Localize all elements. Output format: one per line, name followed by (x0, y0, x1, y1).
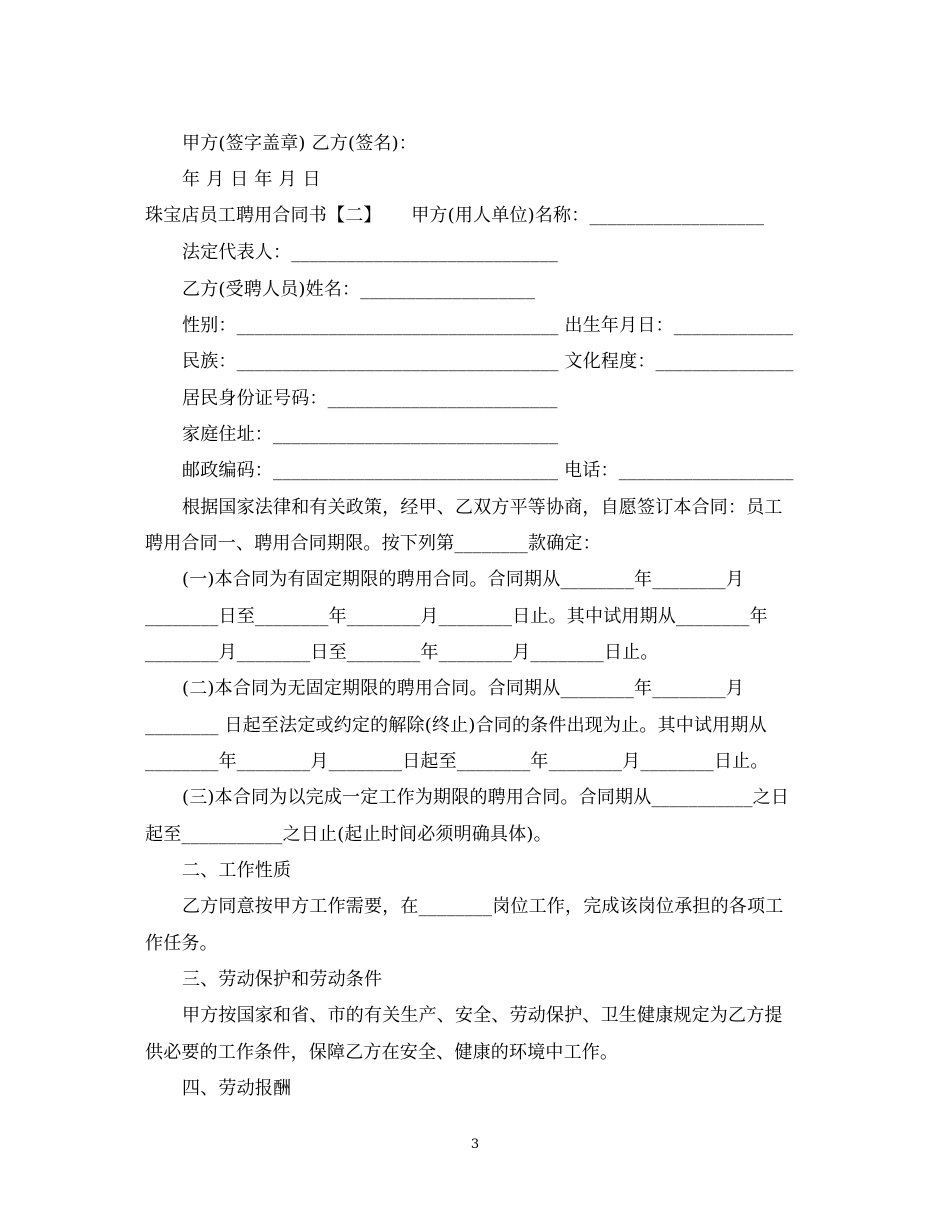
ethnicity-education-line: 民族：___________________________________ 文化程度：_______________ (182, 351, 794, 372)
home-address-line: 家庭住址：_______________________________ (182, 424, 559, 445)
paragraph-line: 乙方同意按甲方工作需要，在________岗位工作，完成该岗位承担的各项工 (182, 896, 784, 917)
clause-3-line: 起至___________之日止(起止时间必须明确具体)。 (145, 824, 552, 845)
paragraph-line: 作任务。 (145, 933, 218, 954)
signature-line: 甲方(签字盖章) 乙方(签名)： (182, 133, 418, 154)
clause-1-line: (一)本合同为有固定期限的聘用合同。合同期从________年________月 (182, 569, 745, 590)
section-heading: 四、劳动报酬 (182, 1078, 292, 1099)
paragraph-line: 甲方按国家和省、市的有关生产、安全、劳动保护、卫生健康规定为乙方提 (182, 1005, 783, 1026)
postcode-phone-line: 邮政编码：_______________________________ 电话：___________________ (182, 460, 794, 481)
clause-3-line: (三)本合同为以完成一定工作为期限的聘用合同。合同期从___________之日 (182, 787, 790, 808)
section-heading: 三、劳动保护和劳动条件 (182, 969, 383, 990)
paragraph-line: 供必要的工作条件，保障乙方在安全、健康的环境中工作。 (145, 1042, 619, 1063)
section-heading: 二、工作性质 (182, 860, 292, 881)
clause-1-line: ________日至________年________月________日止。其中试用期从________年 (145, 606, 768, 627)
gender-birthdate-line: 性别：___________________________________ 出生年月日：_____________ (182, 315, 794, 336)
clause-1-line: ________月________日至________年________月________日止。 (145, 642, 659, 663)
paragraph-line: 聘用合同一、聘用合同期限。按下列第________款确定： (145, 533, 601, 554)
id-number-line: 居民身份证号码：_________________________ (182, 388, 558, 409)
page-number: 3 (470, 1137, 480, 1152)
legal-representative-line: 法定代表人：_____________________________ (182, 242, 558, 263)
clause-2-line: (二)本合同为无固定期限的聘用合同。合同期从________年________月 (182, 678, 745, 699)
clause-2-line: ________年________月________日起至________年________月________日止。 (145, 751, 769, 772)
date-line: 年 月 日 年 月 日 (182, 169, 321, 190)
paragraph-line: 根据国家法律和有关政策，经甲、乙双方平等协商，自愿签订本合同：员工 (182, 497, 783, 518)
clause-2-line: ________ 日起至法定或约定的解除(终止)合同的条件出现为止。其中试用期从 (145, 715, 767, 736)
employee-name-line: 乙方(受聘人员)姓名：___________________ (182, 279, 536, 300)
contract-title-line: 珠宝店员工聘用合同书【二】 甲方(用人单位)名称：___________________ (145, 205, 765, 226)
